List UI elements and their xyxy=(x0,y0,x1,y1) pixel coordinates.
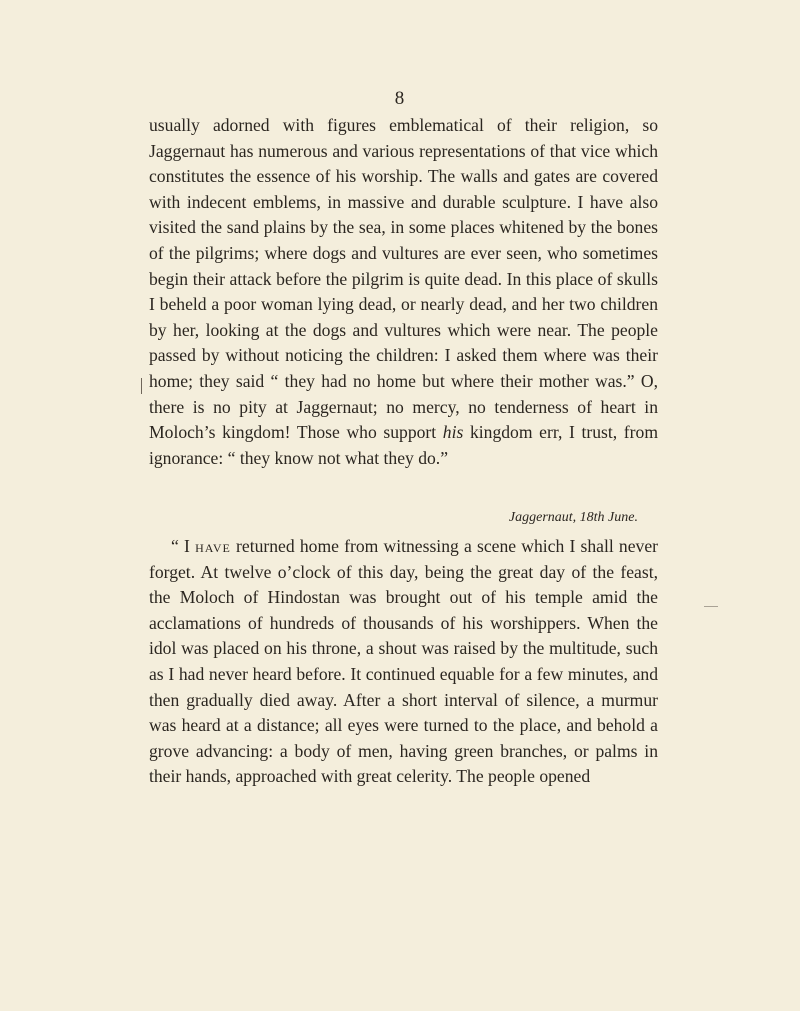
paragraph-2-smallcaps-word: have xyxy=(195,536,231,556)
paragraph-1-italic-word: his xyxy=(442,422,464,443)
margin-mark xyxy=(141,378,142,394)
paragraph-2-opening-quote: “ I xyxy=(171,536,196,556)
edge-mark xyxy=(704,606,718,607)
paragraph-1-text-a: usually adorned with figures emblematical of their religion, so Jaggernaut has numerous and various representations of that vice which constitutes the essence of his worship. The walls and gates are covered with indecent emblems, in massive and durable sculpture. I have also visited the sand plains by the sea, in some places whitened by the bones of the pilgrims; where dogs and vultures are ever seen, who sometimes begin their attack before the pilgrim is quite dead. In this place of skulls I beheld a poor woman lying dead, or nearly dead, and her two children by her, looking at the dogs and vultures which were near. The people passed by without noticing the children: I asked them where was their home; they said “ they had no home but where their mother was.” O, there is no pity at Jaggernaut; no mercy, no tenderness of heart in Moloch’s kingdom! Those who support xyxy=(149,115,658,443)
paragraph-2-text: returned home from witnessing a scene which I shall never forget. At twelve o’clock of this day, being the great day of the feast, the Moloch of Hindostan was brought out of his temple amid the acclamations of hundreds of thousands of his worshippers. When the idol was placed on his throne, a shout was raised by the multitude, such as I had never heard before. It continued equable for a few minutes, and then gradually died away. After a short interval of silence, a murmur was heard at a distance; all eyes were turned to the place, and behold a grove advancing: a body of men, having green branches, or palms in their hands, approached with great celerity. The people opened xyxy=(149,536,658,787)
page-number: 8 xyxy=(394,88,406,109)
paragraph-2 xyxy=(149,534,658,790)
dateline: Jaggernaut, 18th June. xyxy=(508,510,638,525)
paragraph-1-text-b: kingdom err, I trust, from ignorance: “ they know not what they do.” xyxy=(149,422,658,468)
paragraph-1 xyxy=(149,113,658,471)
